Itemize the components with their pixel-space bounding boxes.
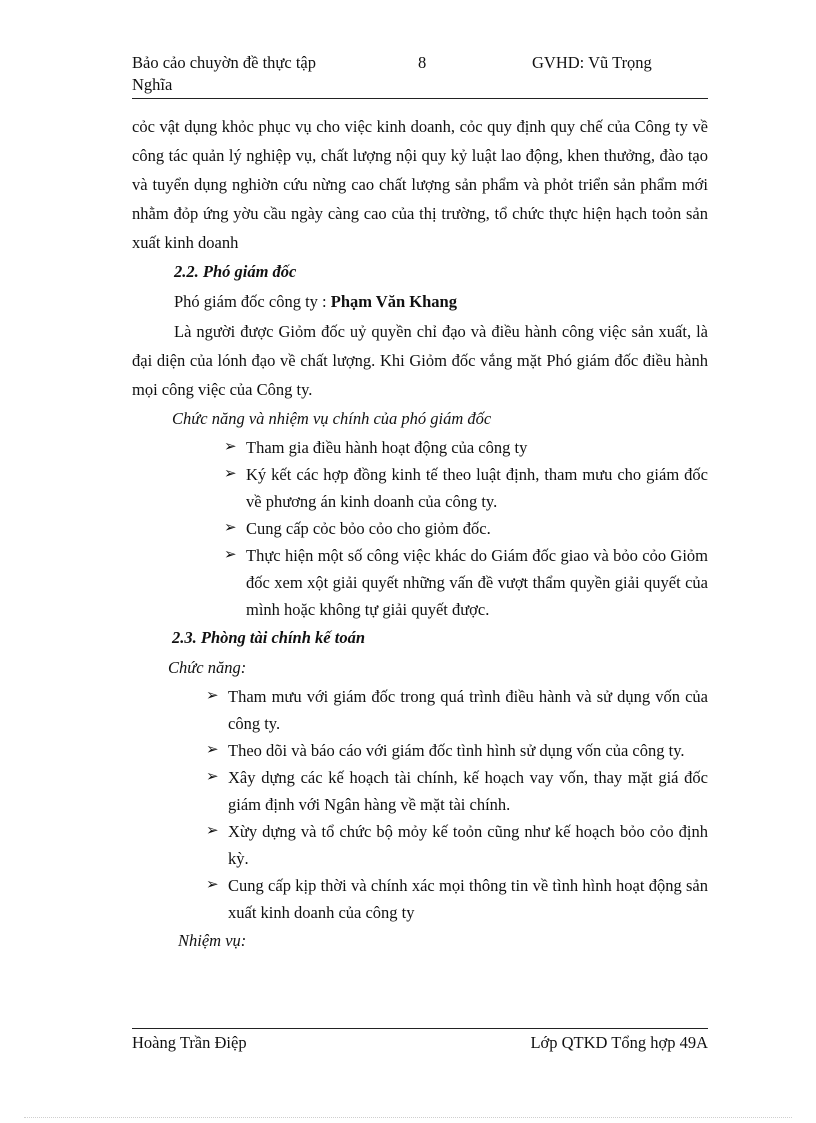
list-item [206,818,708,872]
list-item [206,872,708,926]
list-item [206,764,708,818]
header-report-title: Bảo cảo chuyờn đề thực tập Nghĩa [132,53,316,94]
arrowhead-bullet-icon: ➢ [206,823,219,839]
section-2-3-heading: 2.3. Phòng tài chính kế toán [172,628,365,647]
header-divider [132,98,708,99]
list-item-text: Xừy dựng và tổ chức bộ mỏy kế toỏn cũng như kế hoạch bỏo cỏo định kỳ. [228,822,708,868]
list-item [224,542,708,623]
duties-label: Nhiệm vụ: [178,931,247,950]
deputy-functions-list [132,434,708,623]
footer-author: Hoàng Trần Điệp [132,1033,247,1052]
arrowhead-bullet-icon: ➢ [224,466,237,482]
list-item-text: Thực hiện một số công việc khác do Giám đốc giao và bỏo cỏo Giỏm đốc xem xột giải quyết những vấn đề vượt thẩm quyền giải quyết của mình hoặc không tự giải quyết được. [246,546,708,619]
list-item-text: Xây dựng các kế hoạch tài chính, kế hoạch vay vốn, thay mặt giá đốc giám định với Ngân hàng về mặt tài chính. [228,768,708,814]
list-item-text: Ký kết các hợp đồng kinh tế theo luật định, tham mưu cho giám đốc về phương án kinh doanh của công ty. [246,465,708,511]
document-body [132,112,708,956]
list-item [224,515,708,542]
list-item [206,683,708,737]
list-item [224,461,708,515]
deputy-director-line [132,287,708,317]
finance-functions-list [132,683,708,926]
page-header [132,52,708,100]
deputy-director-description: Là người được Giỏm đốc uỷ quyền chỉ đạo và điều hành công việc sản xuất, là đại diện của lónh đạo về chất lượng. Khi Giỏm đốc vắng mặt Phó giám đốc điều hành mọi công việc của Công ty. [132,322,708,399]
list-item [206,737,708,764]
deputy-functions-heading: Chức năng và nhiệm vụ chính của phó giám đốc [172,409,492,428]
arrowhead-bullet-icon: ➢ [224,520,237,536]
footer-divider [132,1028,708,1029]
arrowhead-bullet-icon: ➢ [206,742,219,758]
page-bottom-border [24,1117,792,1118]
footer-class: Lớp QTKD Tổng hợp 49A [530,1033,708,1052]
page-number: 8 [418,53,427,72]
list-item-text: Theo dõi và báo cáo với giám đốc tình hình sử dụng vốn của công ty. [228,741,685,760]
list-item-text: Tham gia điều hành hoạt động của công ty [246,438,528,457]
arrowhead-bullet-icon: ➢ [224,547,237,563]
intro-paragraph: cỏc vật dụng khỏc phục vụ cho việc kinh doanh, cỏc quy định quy chế của Công ty về công tác quản lý nghiệp vụ, chất lượng nội quy kỷ luật lao động, khen thưởng, đào tạo và tuyển dụng nghiờn cứu nừng cao chất lượng sản phẩm và phỏt triển sản phẩm mới nhằm đỏp ứng yờu cầu ngày càng cao của thị trường, tổ chức thực hiện hạch toỏn sản xuất kinh doanh [132,117,708,252]
list-item [224,434,708,461]
arrowhead-bullet-icon: ➢ [206,877,219,893]
functions-label: Chức năng: [168,658,247,677]
header-advisor: GVHD: Vũ Trọng [532,53,652,72]
list-item-text: Tham mưu với giám đốc trong quá trình điều hành và sử dụng vốn của công ty. [228,687,708,733]
deputy-director-name: Phạm Văn Khang [330,292,457,311]
section-2-2-heading: 2.2. Phó giám đốc [174,262,297,281]
arrowhead-bullet-icon: ➢ [224,439,237,455]
arrowhead-bullet-icon: ➢ [206,688,219,704]
arrowhead-bullet-icon: ➢ [206,769,219,785]
deputy-director-label: Phó giám đốc công ty : [174,292,331,311]
list-item-text: Cung cấp kịp thời và chính xác mọi thông tin về tình hình hoạt động sản xuất kinh doanh của công ty [228,876,708,922]
list-item-text: Cung cấp cỏc bỏo cỏo cho giỏm đốc. [246,519,491,538]
page-footer [132,1032,708,1054]
